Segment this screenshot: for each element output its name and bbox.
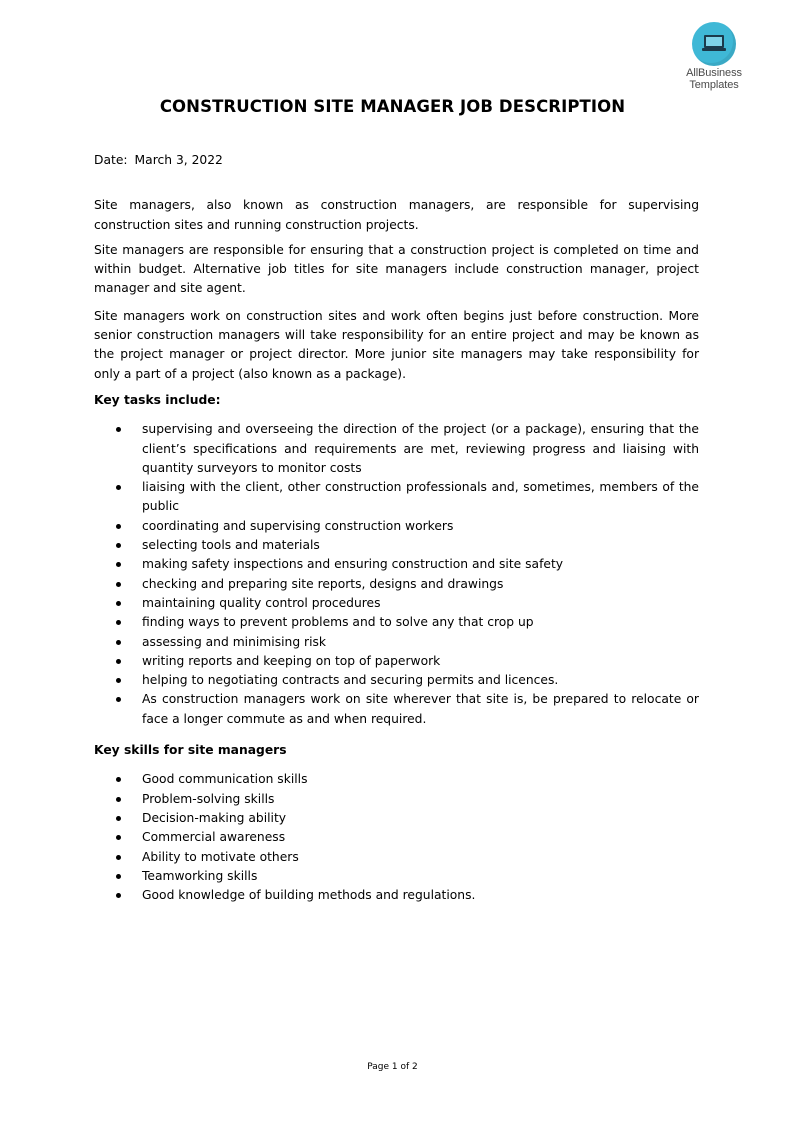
bullet-icon (116, 893, 121, 898)
list-item-text: As construction managers work on site wherever that site is, be prepared to relocate or face a longer commute as and when required. (142, 692, 699, 726)
list-item (94, 809, 699, 828)
date-label: Date: (94, 153, 128, 167)
bullet-icon (116, 601, 121, 606)
list-item (94, 420, 699, 478)
list-item (94, 594, 699, 613)
list-item-text: assessing and minimising risk (142, 634, 327, 649)
list-item (94, 848, 699, 867)
bullet-icon (116, 659, 121, 664)
list-item (94, 690, 699, 729)
bullet-icon (116, 835, 121, 840)
bullet-icon (116, 678, 121, 683)
list-item-text: supervising and overseeing the direction of the project (or a package), ensuring that the client’s specifications and requirements are met, reviewing progress and liaising with quantity surveyors to monitor costs (142, 422, 699, 475)
list-item-text: finding ways to prevent problems and to solve any that crop up (142, 615, 534, 630)
responsibility-paragraph: Site managers are responsible for ensuring that a construction project is completed on time and within budget. Alternative job titles for site managers include construction manager, project manager and site agent. (94, 242, 699, 296)
bullet-icon (116, 524, 121, 529)
allbusiness-templates-logo (676, 22, 752, 91)
list-item (94, 536, 699, 555)
list-item-text: Teamworking skills (142, 868, 258, 883)
bullet-icon (116, 874, 121, 879)
document-title: CONSTRUCTION SITE MANAGER JOB DESCRIPTION (159, 97, 626, 116)
list-item-text: writing reports and keeping on top of paperwork (142, 653, 441, 668)
list-item-text: selecting tools and materials (142, 538, 320, 553)
laptop-icon (692, 22, 736, 66)
list-item (94, 770, 699, 789)
list-item-text: Commercial awareness (142, 830, 286, 845)
bullet-icon (116, 640, 121, 645)
logo-text (676, 67, 752, 91)
bullet-icon (116, 855, 121, 860)
list-item-text: Ability to motivate others (142, 849, 299, 864)
list-item (94, 633, 699, 652)
list-item-text: Good communication skills (142, 772, 308, 787)
key-skills-heading: Key skills for site managers (94, 743, 287, 758)
document-body (94, 151, 699, 917)
date-value: March 3, 2022 (134, 153, 223, 167)
bullet-icon (116, 777, 121, 782)
list-item (94, 867, 699, 886)
list-item (94, 555, 699, 574)
key-tasks-heading: Key tasks include: (94, 392, 221, 407)
list-item (94, 652, 699, 671)
key-tasks-list (94, 420, 699, 729)
list-item-text: liaising with the client, other construction professionals and, sometimes, members of the public (142, 480, 699, 514)
bullet-icon (116, 582, 121, 587)
list-item (94, 828, 699, 847)
list-item-text: making safety inspections and ensuring construction and site safety (142, 557, 564, 572)
intro-paragraph: Site managers, also known as construction managers, are responsible for supervising construction sites and running construction projects. (94, 198, 699, 232)
list-item-text: coordinating and supervising construction workers (142, 518, 454, 533)
list-item-text: Good knowledge of building methods and regulations. (142, 888, 476, 903)
list-item-text: Decision-making ability (142, 810, 287, 825)
bullet-icon (116, 816, 121, 821)
page-number: Page 1 of 2 (367, 1062, 418, 1072)
list-item-text: checking and preparing site reports, designs and drawings (142, 576, 504, 591)
list-item-text: maintaining quality control procedures (142, 595, 381, 610)
key-skills-list (94, 770, 699, 905)
bullet-icon (116, 797, 121, 802)
bullet-icon (116, 427, 121, 432)
list-item-text: Problem-solving skills (142, 791, 275, 806)
date-line (94, 151, 699, 170)
bullet-icon (116, 485, 121, 490)
list-item (94, 886, 699, 905)
logo-line-1: AllBusiness (686, 67, 742, 79)
list-item (94, 613, 699, 632)
logo-line-2: Templates (689, 79, 739, 91)
list-item-text: helping to negotiating contracts and securing permits and licences. (142, 673, 559, 688)
bullet-icon (116, 543, 121, 548)
bullet-icon (116, 697, 121, 702)
list-item (94, 575, 699, 594)
work-paragraph: Site managers work on construction sites and work often begins just before construction. More senior construction managers will take responsibility for an entire project and may be known as the project manager or project director. More junior site managers may take responsibility for only a part of a project (also known as a package). (94, 308, 699, 381)
list-item (94, 478, 699, 517)
bullet-icon (116, 620, 121, 625)
list-item (94, 517, 699, 536)
list-item (94, 790, 699, 809)
list-item (94, 671, 699, 690)
bullet-icon (116, 562, 121, 567)
